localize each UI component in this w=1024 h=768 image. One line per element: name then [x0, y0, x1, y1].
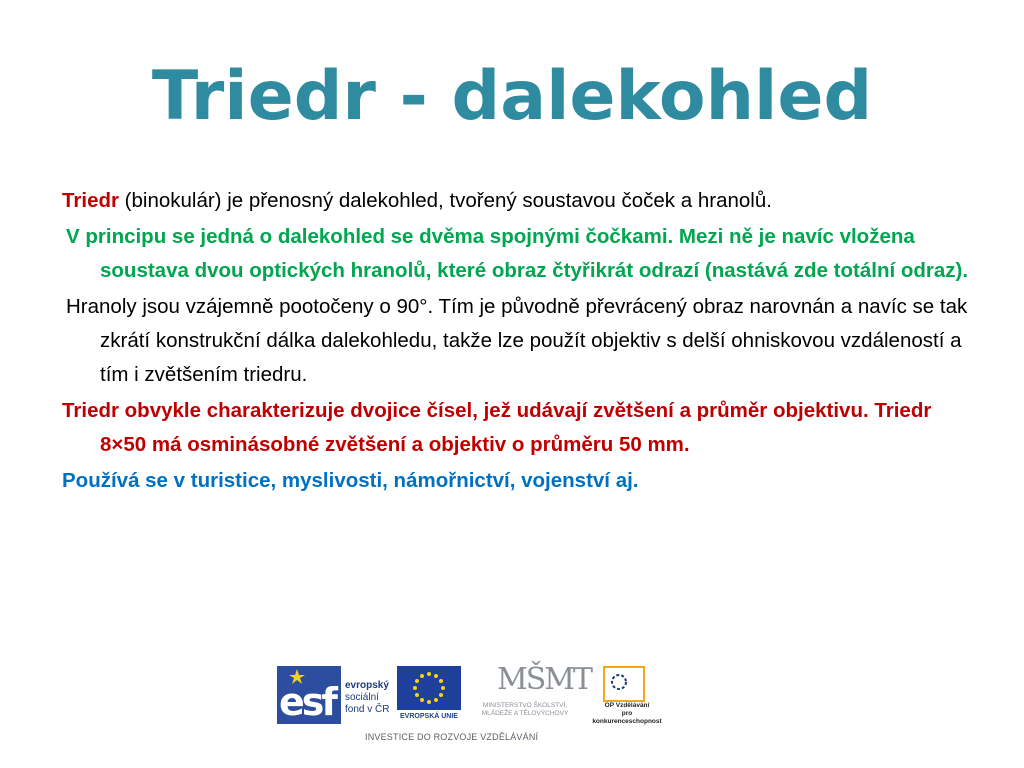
msmt-mark: MŠMT: [497, 662, 591, 697]
esf-logo: [277, 666, 391, 724]
esf-line2: sociální: [345, 692, 379, 703]
prisms-text: Hranoly jsou vzájemně pootočeny o 90°. Tím je původně převrácený obraz narovnán a navíc se tak zkrátí konstrukční dálka dalekohledu, takže lze použít objektiv s delší ohniskovou vzdáleností a tím i zvětšením triedru.: [66, 295, 968, 386]
op-logo-icon: [603, 666, 645, 702]
investment-tagline: INVESTICE DO ROZVOJE VZDĚLÁVÁNÍ: [365, 732, 539, 742]
paragraph-prisms: [62, 290, 972, 392]
eu-logo: [397, 666, 461, 724]
esf-logo-box: [277, 666, 341, 724]
usage-text: Používá se v turistice, myslivosti, námořnictví, vojenství aj.: [62, 469, 639, 492]
eu-caption: EVROPSKÁ UNIE: [400, 713, 458, 720]
op-line1: OP Vzdělávání: [604, 702, 650, 709]
slide-body: [62, 184, 972, 500]
term-triedr: Triedr: [62, 189, 119, 212]
esf-line3: fond v ČR: [345, 704, 390, 715]
definition-text: (binokulár) je přenosný dalekohled, tvořený soustavou čoček a hranolů.: [118, 189, 772, 212]
paragraph-characteristics: [62, 394, 972, 462]
paragraph-definition: [62, 184, 972, 218]
op-line2: pro konkurenceschopnost: [592, 710, 662, 725]
principle-text: V principu se jedná o dalekohled se dvěma spojnými čočkami. Mezi ně je navíc vložena soustava dvou optických hranolů, které obraz čtyřikrát odrazí (nastává zde totální odraz).: [66, 225, 969, 282]
msmt-line2: MLÁDEŽE A TĚLOVÝCHOVY: [481, 710, 569, 717]
op-text: [587, 702, 667, 726]
msmt-logo: [475, 662, 591, 726]
esf-text: [345, 680, 389, 716]
slide-title: Triedr - dalekohled: [151, 57, 873, 136]
characteristics-text: Triedr obvykle charakterizuje dvojice čísel, jež udávají zvětšení a průměr objektivu. Triedr 8×50 má osminásobné zvětšení a objektiv o průměru 50 mm.: [62, 399, 932, 456]
esf-line1: evropský: [345, 680, 389, 691]
msmt-text: [475, 702, 575, 718]
esf-letters: esf: [279, 680, 335, 724]
op-logo: [587, 666, 667, 726]
msmt-line1: MINISTERSTVO ŠKOLSTVÍ,: [482, 702, 568, 709]
eu-flag-icon: [397, 666, 461, 710]
paragraph-usage: [62, 464, 972, 498]
paragraph-principle: [62, 220, 972, 288]
footer-logos: [275, 660, 675, 750]
